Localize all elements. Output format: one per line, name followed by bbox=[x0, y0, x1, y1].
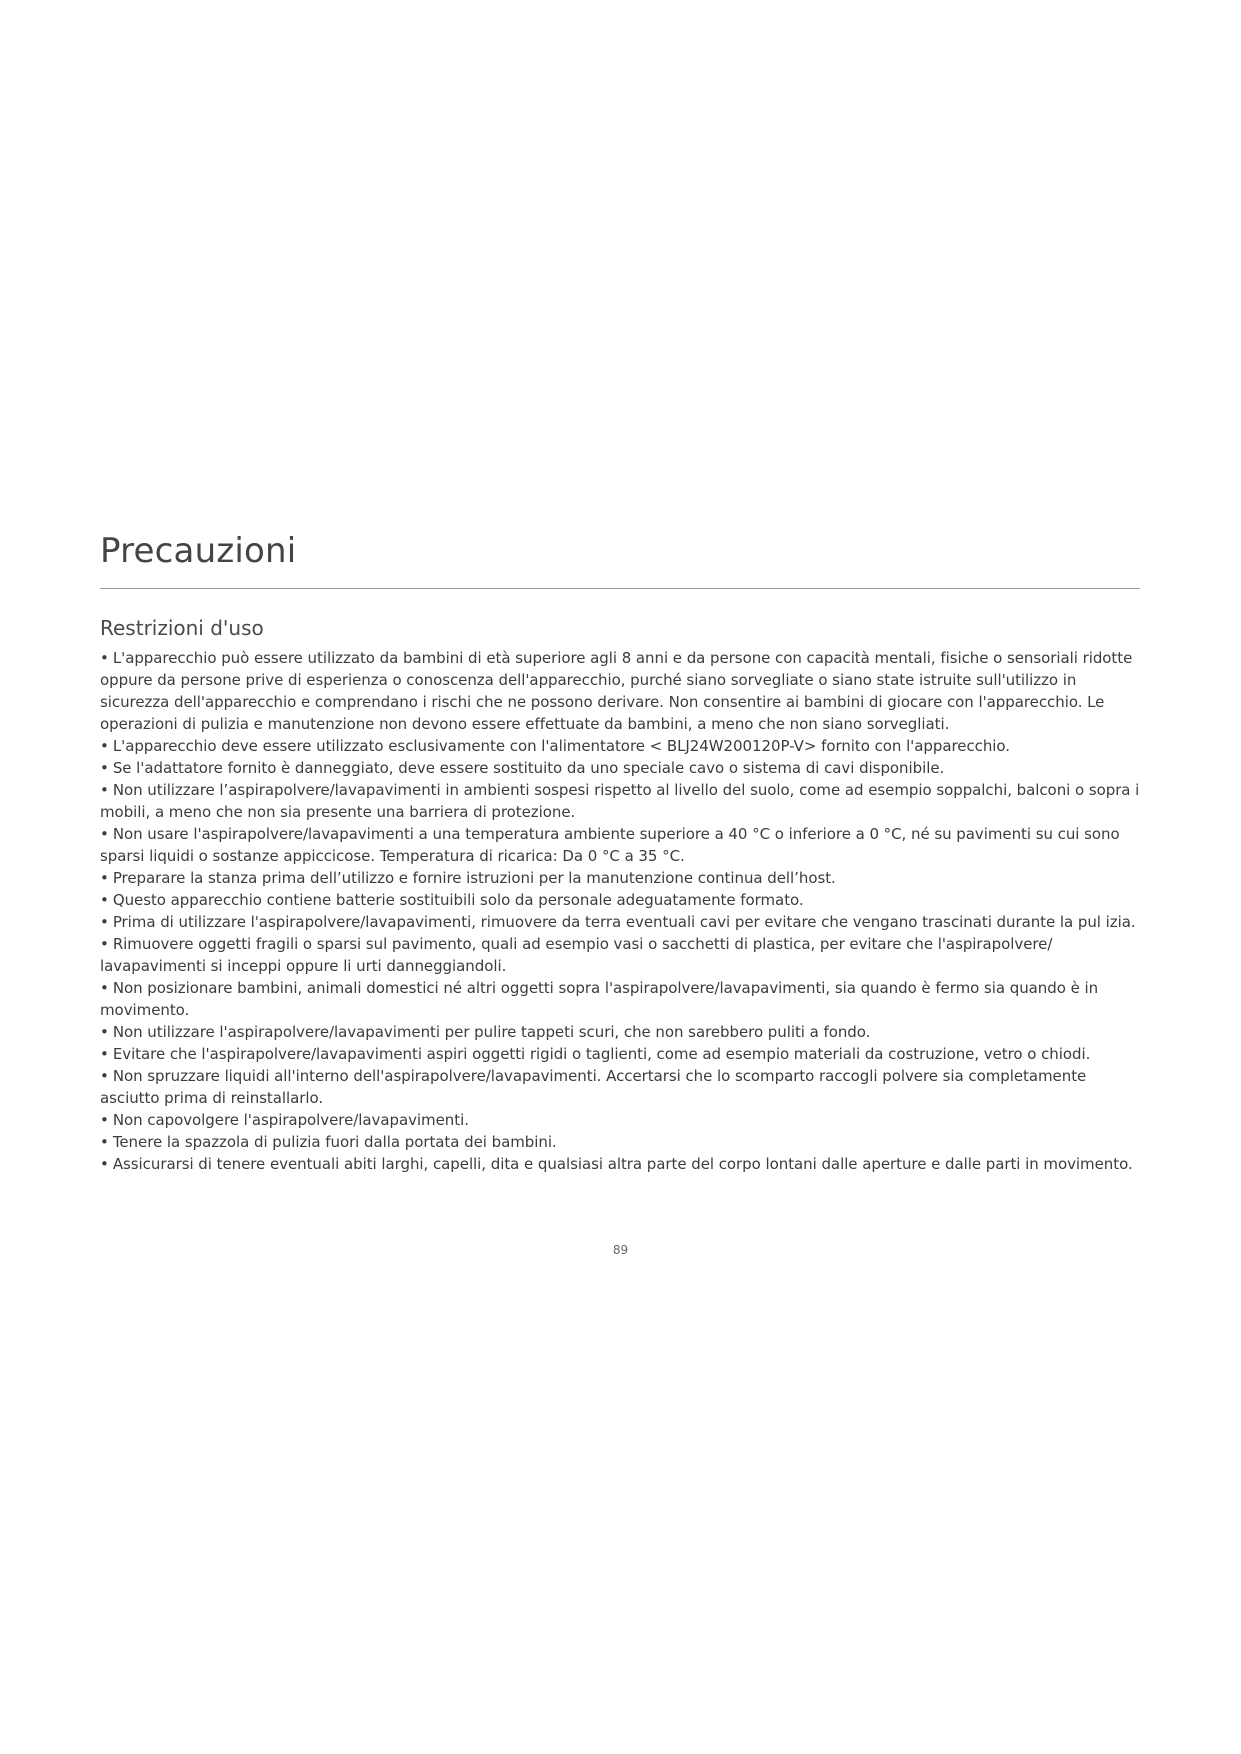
page-number: 89 bbox=[612, 1243, 629, 1257]
list-item-text: Assicurarsi di tenere eventuali abiti larghi, capelli, dita e qualsiasi altra parte del corpo lontani dalle aperture e dalle parti in movimento. bbox=[112, 1155, 1133, 1173]
list-item bbox=[100, 1131, 1140, 1153]
list-item-text: Non utilizzare l’aspirapolvere/lavapavimenti in ambienti sospesi rispetto al livello del suolo, come ad esempio soppalchi, balconi o sopra i mobili, a meno che non sia presente una barriera di protezione. bbox=[100, 781, 1140, 821]
list-item bbox=[100, 1109, 1140, 1131]
list-item-text: Prima di utilizzare l'aspirapolvere/lavapavimenti, rimuovere da terra eventuali cavi per evitare che vengano trascinati durante la pul izia. bbox=[112, 913, 1136, 931]
list-item-text: L'apparecchio deve essere utilizzato esclusivamente con l'alimentatore < BLJ24W200120P-V> fornito con l'apparecchio. bbox=[112, 737, 1011, 755]
list-item-text: Evitare che l'aspirapolvere/lavapavimenti aspiri oggetti rigidi o taglienti, come ad esempio materiali da costruzione, vetro o chiodi. bbox=[112, 1045, 1091, 1063]
list-item-text: L'apparecchio può essere utilizzato da bambini di età superiore agli 8 anni e da persone con capacità mentali, fisiche o sensoriali ridotte oppure da persone prive di esperienza o conoscenza dell'apparecchio, purché siano sorvegliate o siano state istruite sull'utilizzo in sicurezza dell'apparecchio e comprendano i rischi che ne possono derivare. Non consentire ai bambini di giocare con l'apparecchio. Le operazioni di pulizia e manutenzione non devono essere effettuate da bambini, a meno che non siano sorvegliati. bbox=[100, 649, 1133, 733]
bullet: • bbox=[100, 781, 109, 799]
list-item-text: Non usare l'aspirapolvere/lavapavimenti a una temperatura ambiente superiore a 40 °C o inferiore a 0 °C, né su pavimenti su cui sono sparsi liquidi o sostanze appiccicose. Temperatura di ricarica: Da 0 °C a 35 °C. bbox=[100, 825, 1120, 865]
list-item bbox=[100, 911, 1140, 933]
bullet: • bbox=[100, 1133, 109, 1151]
list-item bbox=[100, 933, 1140, 977]
list-item bbox=[100, 977, 1140, 1021]
precautions-section bbox=[100, 530, 1140, 1175]
list-item-text: Preparare la stanza prima dell’utilizzo e fornire istruzioni per la manutenzione continua dell’host. bbox=[112, 869, 836, 887]
list-item-text: Non spruzzare liquidi all'interno dell'aspirapolvere/lavapavimenti. Accertarsi che lo scomparto raccogli polvere sia completamente asciutto prima di reinstallarlo. bbox=[100, 1067, 1087, 1107]
list-item bbox=[100, 757, 1140, 779]
bullet: • bbox=[100, 869, 109, 887]
list-item-text: Rimuovere oggetti fragili o sparsi sul pavimento, quali ad esempio vasi o sacchetti di plastica, per evitare che l'aspirapolvere/ lavapavimenti si inceppi oppure li urti danneggiandoli. bbox=[100, 935, 1053, 975]
list-item-text: Se l'adattatore fornito è danneggiato, deve essere sostituito da uno speciale cavo o sistema di cavi disponibile. bbox=[112, 759, 945, 777]
bullet: • bbox=[100, 913, 109, 931]
list-item bbox=[100, 889, 1140, 911]
list-item bbox=[100, 867, 1140, 889]
bullet: • bbox=[100, 1155, 109, 1173]
section-title: Precauzioni bbox=[100, 531, 297, 571]
bullet: • bbox=[100, 649, 109, 667]
bullet: • bbox=[100, 1111, 109, 1129]
title-divider bbox=[100, 588, 1140, 589]
bullet: • bbox=[100, 1023, 109, 1041]
list-item bbox=[100, 647, 1140, 735]
list-item bbox=[100, 779, 1140, 823]
bullet: • bbox=[100, 979, 109, 997]
list-item bbox=[100, 1043, 1140, 1065]
list-item-text: Non posizionare bambini, animali domestici né altri oggetti sopra l'aspirapolvere/lavapavimenti, sia quando è fermo sia quando è in movimento. bbox=[100, 979, 1099, 1019]
bullet: • bbox=[100, 935, 109, 953]
list-item bbox=[100, 1021, 1140, 1043]
list-item-text: Non capovolgere l'aspirapolvere/lavapavimenti. bbox=[112, 1111, 469, 1129]
bullet: • bbox=[100, 825, 109, 843]
bullet: • bbox=[100, 1067, 109, 1085]
list-item-text: Tenere la spazzola di pulizia fuori dalla portata dei bambini. bbox=[112, 1133, 557, 1151]
restrictions-list bbox=[100, 647, 1140, 1175]
list-item bbox=[100, 1065, 1140, 1109]
bullet: • bbox=[100, 1045, 109, 1063]
bullet: • bbox=[100, 737, 109, 755]
list-item-text: Questo apparecchio contiene batterie sostituibili solo da personale adeguatamente formato. bbox=[112, 891, 804, 909]
bullet: • bbox=[100, 759, 109, 777]
list-item bbox=[100, 1153, 1140, 1175]
list-item-text: Non utilizzare l'aspirapolvere/lavapavimenti per pulire tappeti scuri, che non sarebbero puliti a fondo. bbox=[112, 1023, 871, 1041]
subsection-title: Restrizioni d'uso bbox=[100, 616, 264, 640]
list-item bbox=[100, 735, 1140, 757]
bullet: • bbox=[100, 891, 109, 909]
list-item bbox=[100, 823, 1140, 867]
